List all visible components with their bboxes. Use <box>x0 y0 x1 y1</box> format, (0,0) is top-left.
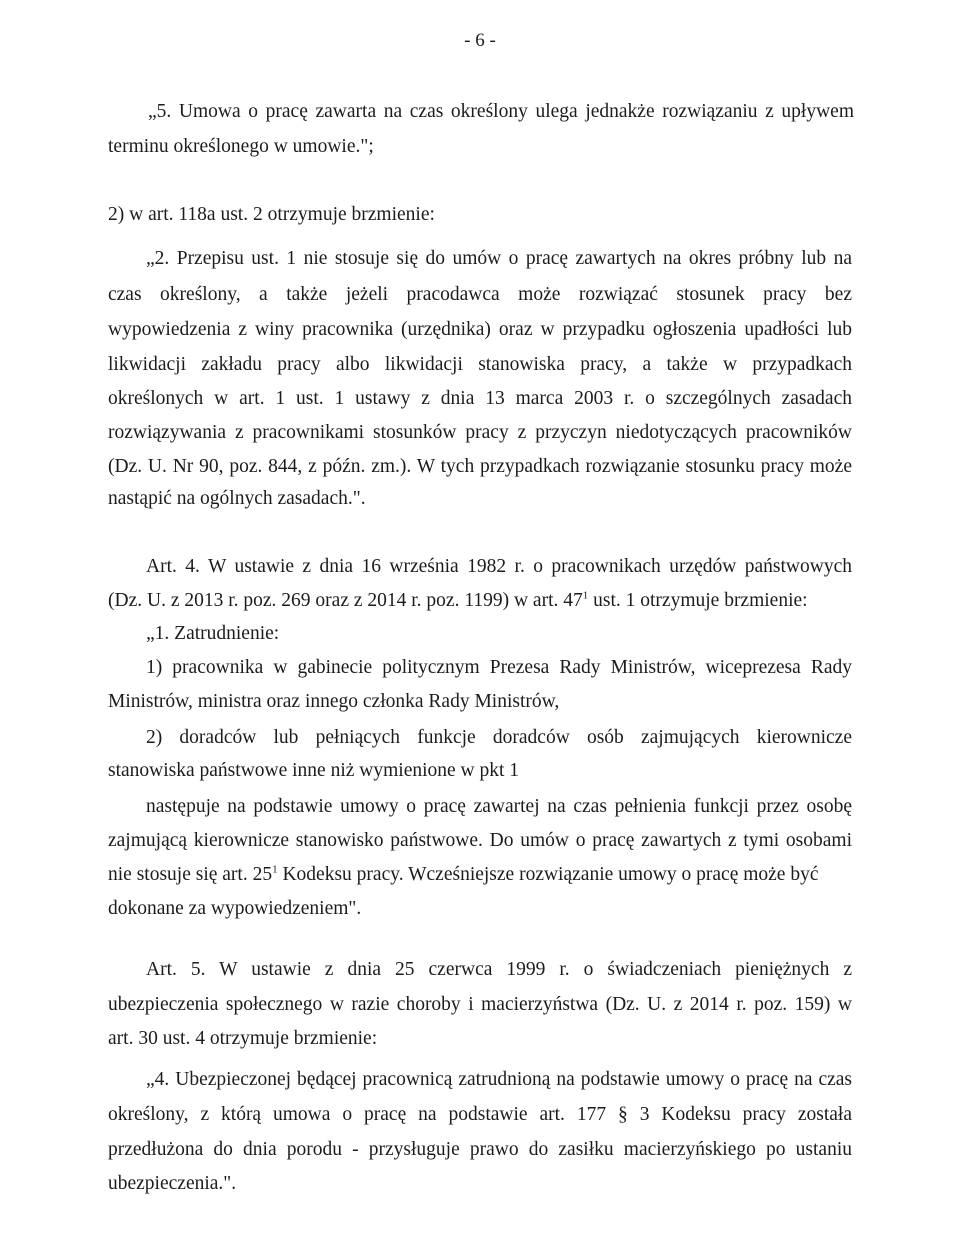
text-line: „1. Zatrudnienie: <box>146 623 280 644</box>
text-line: art. 30 ust. 4 otrzymuje brzmienie: <box>108 1028 378 1049</box>
text-line: „2. Przepisu ust. 1 nie stosuje się do umów o pracę zawartych na okres próbny lub na <box>146 248 852 269</box>
text-line: Ministrów, ministra oraz innego członka Rady Ministrów, <box>108 691 560 712</box>
text-line: rozwiązywania z pracownikami stosunków pracy z przyczyn niedotyczących pracowników <box>108 422 852 443</box>
article-heading-line: Art. 5. W ustawie z dnia 25 czerwca 1999 r. o świadczeniach pieniężnych z <box>146 959 852 980</box>
superscript: 1 <box>272 863 278 876</box>
text-line: ubezpieczenia społecznego w razie choroby i macierzyństwa (Dz. U. z 2014 r. poz. 159) w <box>108 994 852 1015</box>
text-line: nastąpić na ogólnych zasadach.". <box>108 488 366 509</box>
page-number: - 6 - <box>464 30 496 51</box>
text-line: określony, z którą umowa o pracę na podstawie art. 177 § 3 Kodeksu pracy została <box>108 1104 852 1125</box>
text-line: stanowiska państwowe inne niż wymienione w pkt 1 <box>108 760 520 781</box>
text-line: ubezpieczenia.". <box>108 1173 237 1194</box>
text-line: „4. Ubezpieczonej będącej pracownicą zatrudnioną na podstawie umowy o pracę na czas <box>146 1069 852 1090</box>
text-line: 2) doradców lub pełniących funkcje doradców osób zajmujących kierownicze <box>146 727 852 748</box>
text-line: zajmującą kierownicze stanowisko państwowe. Do umów o pracę zawartych z tymi osobami <box>108 830 852 851</box>
text-line: wypowiedzenia z winy pracownika (urzędnika) oraz w przypadku ogłoszenia upadłości lub <box>108 319 852 340</box>
text-line: (Dz. U. z 2013 r. poz. 269 oraz z 2014 r. poz. 1199) w art. $47^1$ ust. 1 otrzymuje brzmienie: <box>108 589 808 611</box>
text-line: 1) pracownika w gabinecie politycznym Prezesa Rady Ministrów, wiceprezesa Rady <box>146 657 852 678</box>
text-line: następuje na podstawie umowy o pracę zawartej na czas pełnienia funkcji przez osobę <box>146 796 852 817</box>
text-line: likwidacji zakładu pracy albo likwidacji stanowiska pracy, a także w przypadkach <box>108 354 852 375</box>
text-line: 2) w art. 118a ust. 2 otrzymuje brzmienie: <box>108 204 435 225</box>
article-heading-line: Art. 4. W ustawie z dnia 16 września 1982 r. o pracownikach urzędów państwowych <box>146 556 852 577</box>
superscript: 1 <box>582 589 589 602</box>
text-line: dokonane za wypowiedzeniem". <box>108 898 362 919</box>
text-line: czas określony, a także jeżeli pracodawca może rozwiązać stosunek pracy bez <box>108 284 852 305</box>
text-line: „5. Umowa o pracę zawarta na czas określony ulega jednakże rozwiązaniu z upływem <box>148 101 854 122</box>
text-line: określonych w art. 1 ust. 1 ustawy z dnia 13 marca 2003 r. o szczególnych zasadach <box>108 388 852 409</box>
text-line: nie stosuje się art. $25^1$ Kodeksu pracy. Wcześniejsze rozwiązanie umowy o pracę może być <box>108 863 819 885</box>
text-line: przedłużona do dnia porodu - przysługuje prawo do zasiłku macierzyńskiego po ustaniu <box>108 1139 852 1160</box>
text-line: (Dz. U. Nr 90, poz. 844, z późn. zm.). W tych przypadkach rozwiązanie stosunku pracy może <box>108 456 852 477</box>
text-line: terminu określonego w umowie."; <box>108 136 374 157</box>
